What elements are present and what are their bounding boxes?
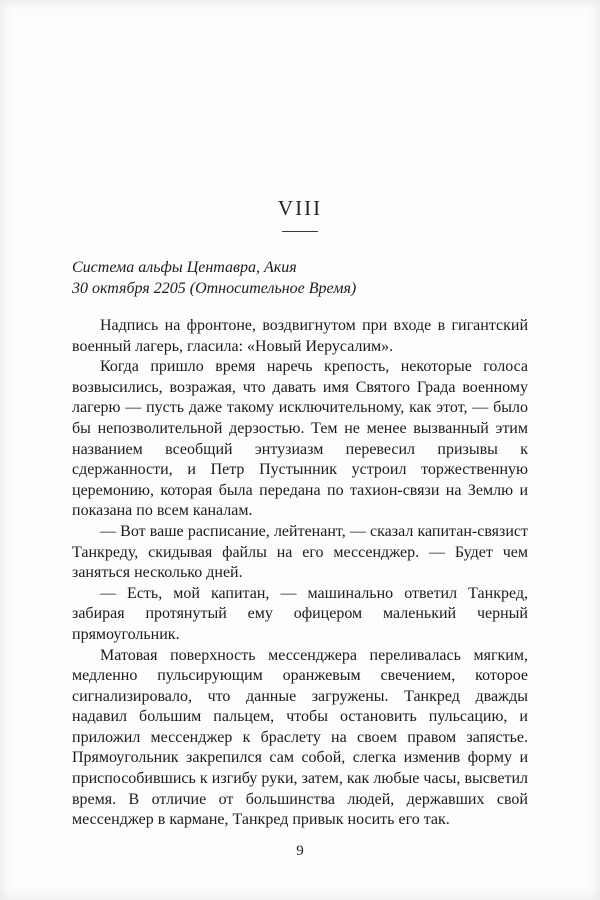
paragraph-dialogue: — Есть, мой капитан, — машинально ответил Танкред, забирая протянутый ему офицером маленький черный прямоугольник. bbox=[72, 584, 528, 643]
epigraph-line-location: Система альфы Центавра, Акия bbox=[72, 259, 297, 276]
paragraph-dialogue: — Вот ваше расписание, лейтенант, — сказал капитан-связист Танкреду, скидывая файлы на его мессенджер. — Будет чем заняться несколько дней. bbox=[72, 522, 528, 582]
paragraph: Когда пришло время наречь крепость, некоторые голоса возвысились, возражая, что давать имя Святого Града военному лагерю — пусть даже такому исключительному, как этот, — было бы непозволительной дерзостью. Тем не менее вызванный этим названием всеобщий энтузиазм перевесил призывы к сдержанности, и Петр Пустынник устроил торжественную церемонию, которая была передана по тахион-связи на Землю и показана по всем каналам. bbox=[72, 358, 528, 520]
body-text bbox=[72, 316, 528, 831]
paragraph: Надпись на фронтоне, воздвигнутом при входе в гигантский военный лагерь, гласила: «Новый Иерусалим». bbox=[72, 317, 528, 355]
chapter-heading-rule bbox=[282, 231, 318, 232]
epigraph bbox=[72, 258, 528, 299]
page-number: 9 bbox=[296, 843, 304, 859]
epigraph-line-date: 30 октября 2205 (Относительное Время) bbox=[72, 279, 357, 297]
paragraph: Матовая поверхность мессенджера переливалась мягким, медленно пульсирующим оранжевым свечением, которое сигнализировало, что данные загружены. Танкред дважды надавил большим пальцем, чтобы остановить пульсацию, и приложил мессенджер к браслету на своем правом запястье. Прямоугольник закрепился сам собой, слегка изменив форму и приспособившись к изгибу руки, затем, как любые часы, высветил время. В отличие от большинства людей, державших свой мессенджер в кармане, Танкред привык носить его так. bbox=[72, 646, 528, 829]
chapter-heading: VIII bbox=[277, 196, 323, 220]
